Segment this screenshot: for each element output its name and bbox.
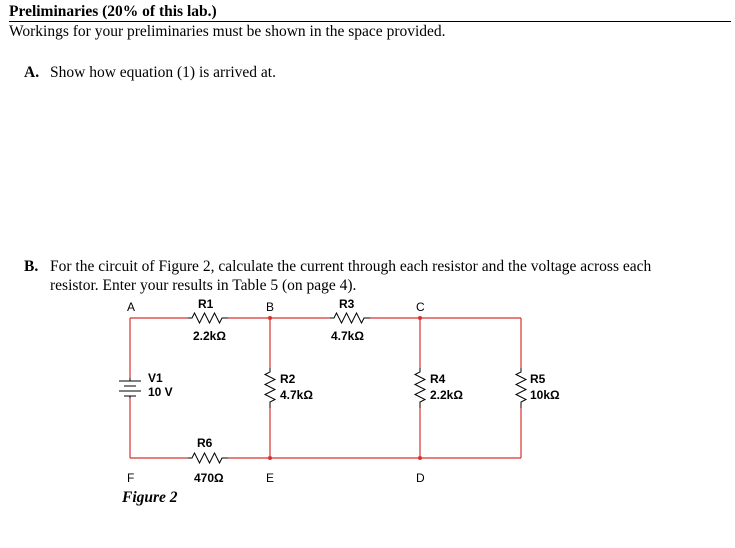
r5-resistor [516, 368, 526, 408]
figure-caption: Figure 2 [122, 489, 178, 506]
node-label-c: C [416, 300, 425, 314]
r3-value: 4.7kΩ [331, 329, 364, 343]
circuit-components [119, 313, 526, 463]
r6-resistor [188, 453, 228, 463]
r6-value: 470Ω [194, 471, 224, 485]
r5-value: 10kΩ [530, 388, 560, 402]
r2-value: 4.7kΩ [280, 388, 313, 402]
node-e-dot [268, 456, 272, 460]
node-label-e: E [266, 471, 275, 485]
r3-name: R3 [339, 297, 355, 311]
v1-name: V1 [148, 371, 163, 385]
node-label-f: F [127, 471, 135, 485]
node-label-d: D [416, 471, 425, 485]
r6-name: R6 [197, 436, 213, 450]
question-a-letter: A. [24, 64, 40, 81]
node-b-dot [268, 316, 272, 320]
node-d-dot [418, 456, 422, 460]
r2-resistor [265, 368, 275, 408]
question-a-text: Show how equation (1) is arrived at. [50, 64, 276, 81]
node-c-dot [418, 316, 422, 320]
r2-name: R2 [280, 372, 296, 386]
r1-value: 2.2kΩ [193, 329, 226, 343]
node-label-b: B [266, 300, 275, 314]
r5-name: R5 [530, 372, 546, 386]
node-label-a: A [127, 300, 136, 314]
section-instructions: Workings for your preliminaries must be shown in the space provided. [9, 23, 446, 40]
v1-value: 10 V [148, 385, 173, 399]
v1-battery-symbol [119, 378, 141, 398]
r4-value: 2.2kΩ [430, 388, 463, 402]
question-b-text-line-2: resistor. Enter your results in Table 5 (on page 4). [50, 277, 357, 294]
r1-resistor [188, 313, 228, 323]
section-heading: Preliminaries (20% of this lab.) [9, 3, 217, 20]
r4-name: R4 [430, 372, 446, 386]
r1-name: R1 [198, 297, 214, 311]
r4-resistor [415, 368, 425, 408]
question-b-text-line-1: For the circuit of Figure 2, calculate the current through each resistor and the voltage across each [50, 258, 652, 275]
r3-resistor [330, 313, 370, 323]
question-b-letter: B. [24, 258, 39, 275]
